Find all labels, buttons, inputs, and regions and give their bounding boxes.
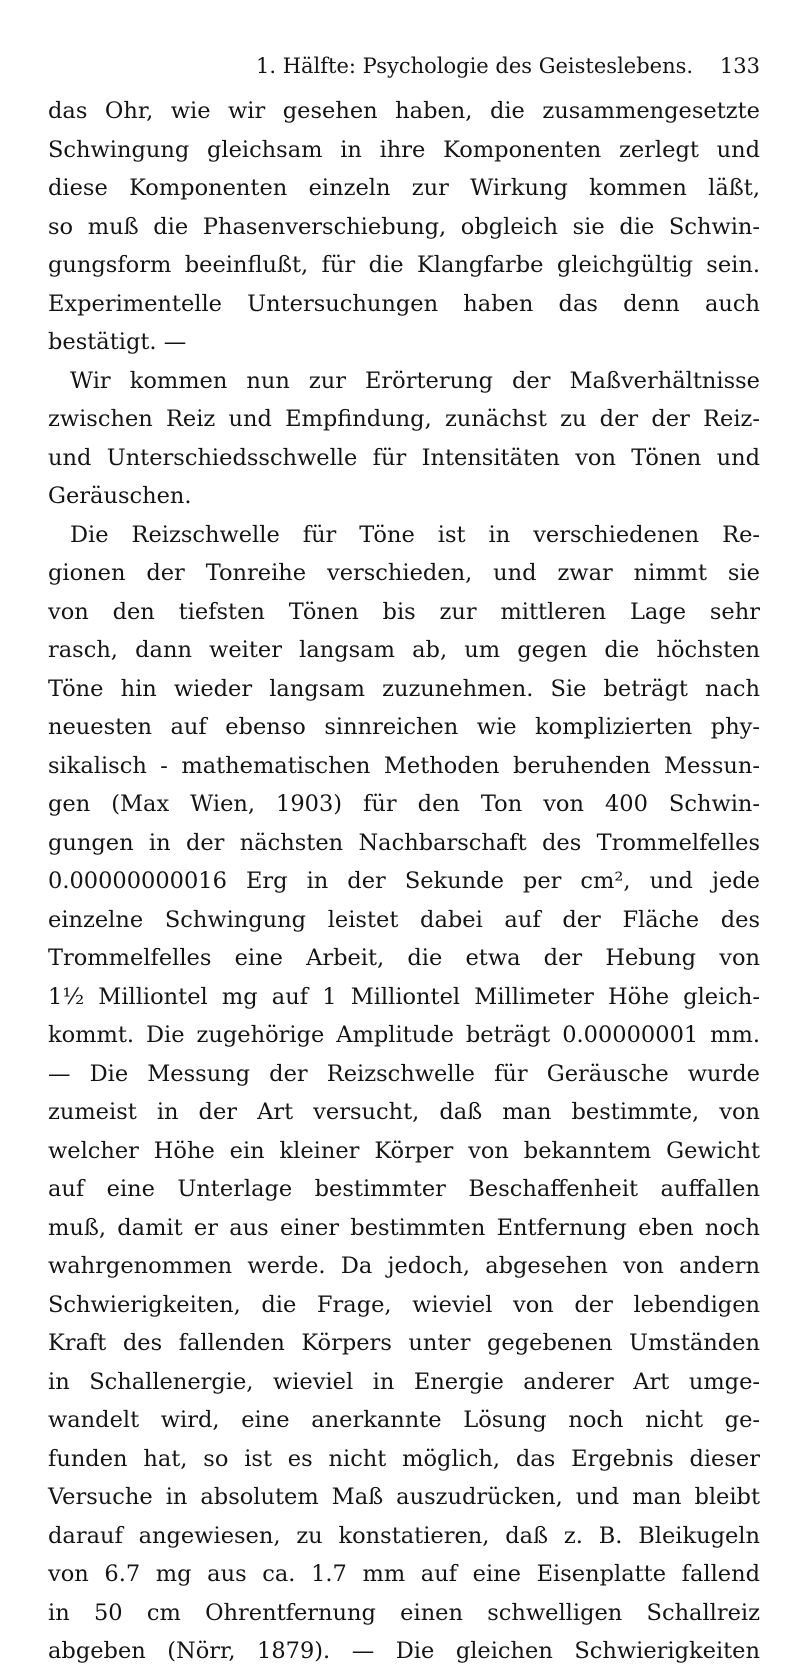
- text-line: wandelt wird, eine anerkannte Lösung noch nicht ge-: [48, 1407, 760, 1433]
- text-line: gungsform beeinflußt, für die Klangfarbe gleichgültig sein.: [48, 252, 760, 278]
- text-line: rasch, dann weiter langsam ab, um gegen die höchsten: [48, 637, 760, 663]
- text-line: Die Reizschwelle für Töne ist in verschiedenen Re-: [70, 521, 760, 548]
- text-line: abgeben (Nörr, 1879). — Die gleichen Schwierigkeiten: [48, 1638, 760, 1664]
- text-line: zwischen Reiz und Empfindung, zunächst zu der der Reiz-: [48, 406, 760, 432]
- text-line: gionen der Tonreihe verschieden, und zwar nimmt sie: [48, 560, 760, 586]
- text-line: neuesten auf ebenso sinnreichen wie komplizierten phy-: [48, 714, 760, 740]
- text-line: muß, damit er aus einer bestimmten Entfernung eben noch: [48, 1214, 760, 1241]
- text-line: darauf angewiesen, zu konstatieren, daß z. B. Bleikugeln: [48, 1522, 760, 1549]
- text-line: funden hat, so ist es nicht möglich, das Ergebnis dieser: [48, 1445, 760, 1472]
- text-line: von 6.7 mg aus ca. 1.7 mm auf eine Eisenplatte fallend: [48, 1561, 760, 1587]
- text-line: gungen in der nächsten Nachbarschaft des Trommelfelles: [48, 829, 760, 856]
- text-line: welcher Höhe ein kleiner Körper von bekanntem Gewicht: [48, 1137, 760, 1164]
- text-line: Trommelfelles eine Arbeit, die etwa der Hebung von: [48, 945, 760, 971]
- text-line: Experimentelle Untersuchungen haben das denn auch: [48, 290, 760, 317]
- text-line: Kraft des fallenden Körpers unter gegebenen Umständen: [48, 1330, 760, 1356]
- running-title: 1. Hälfte: Psychologie des Geisteslebens.: [256, 54, 694, 78]
- text-line: Geräuschen.: [48, 483, 192, 509]
- text-line: gen (Max Wien, 1903) für den Ton von 400 Schwin-: [48, 791, 760, 817]
- text-line: — Die Messung der Reizschwelle für Geräusche wurde: [48, 1060, 760, 1087]
- text-line: in Schallenergie, wieviel in Energie anderer Art umge-: [48, 1368, 760, 1395]
- text-line: von den tiefsten Tönen bis zur mittleren Lage sehr: [48, 598, 760, 625]
- text-line: bestätigt. —: [48, 329, 187, 355]
- text-line: Schwingung gleichsam in ihre Komponenten zerlegt und: [48, 136, 760, 163]
- text-line: 1½ Milliontel mg auf 1 Milliontel Millimeter Höhe gleich-: [48, 983, 760, 1010]
- text-line: und Unterschiedsschwelle für Intensitäten von Tönen und: [48, 444, 760, 471]
- text-line: zumeist in der Art versucht, daß man bestimmte, von: [48, 1099, 760, 1125]
- text-line: das Ohr, wie wir gesehen haben, die zusammengesetzte: [48, 98, 760, 124]
- text-line: in 50 cm Ohrentfernung einen schwelligen Schallreiz: [48, 1599, 760, 1626]
- running-head: [48, 50, 760, 82]
- text-line: kommt. Die zugehörige Amplitude beträgt 0.00000001 mm.: [48, 1022, 760, 1048]
- page-number: 133: [719, 54, 760, 78]
- text-line: Versuche in absolutem Maß auszudrücken, und man bleibt: [48, 1484, 760, 1510]
- text-line: auf eine Unterlage bestimmter Beschaffenheit auffallen: [48, 1176, 760, 1202]
- body-text: [48, 92, 760, 1671]
- text-line: 0.00000000016 Erg in der Sekunde per cm², und jede: [48, 868, 760, 894]
- text-line: wahrgenommen werde. Da jedoch, abgesehen von andern: [48, 1253, 760, 1279]
- text-line: so muß die Phasenverschiebung, obgleich sie die Schwin-: [48, 213, 760, 240]
- text-line: einzelne Schwingung leistet dabei auf der Fläche des: [48, 906, 760, 933]
- text-line: diese Komponenten einzeln zur Wirkung kommen läßt,: [48, 175, 760, 201]
- text-line: Wir kommen nun zur Erörterung der Maßverhältnisse: [70, 367, 760, 394]
- text-line: Schwierigkeiten, die Frage, wieviel von der lebendigen: [48, 1291, 760, 1318]
- text-line: Töne hin wieder langsam zuzunehmen. Sie beträgt nach: [48, 675, 760, 702]
- text-line: sikalisch - mathematischen Methoden beruhenden Messun-: [48, 752, 760, 779]
